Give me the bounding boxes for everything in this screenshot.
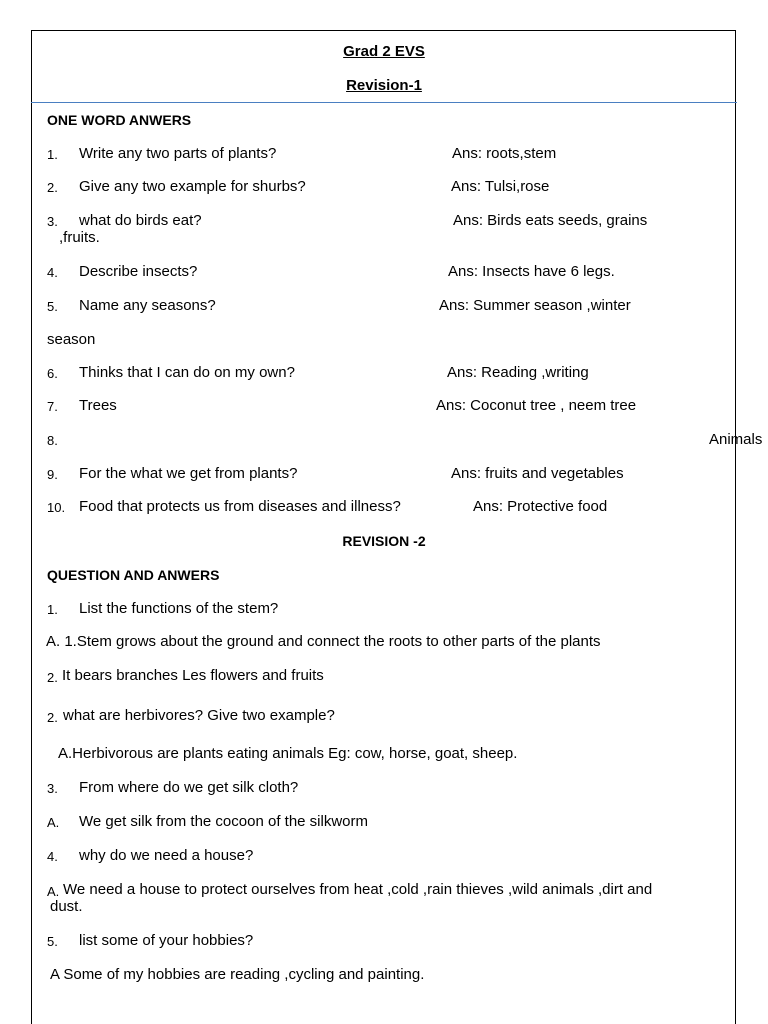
question-text: List the functions of the stem? bbox=[79, 600, 279, 617]
item-question: Give any two example for shurbs? bbox=[79, 178, 306, 195]
document-subtitle: Revision-1 bbox=[346, 77, 422, 94]
question-number: 4. bbox=[47, 849, 58, 864]
answer-text: A.Herbivorous are plants eating animals Eg: cow, horse, goat, sheep. bbox=[58, 745, 518, 762]
item-answer-continued: ,fruits. bbox=[59, 229, 100, 246]
item-number: 7. bbox=[47, 399, 58, 414]
section2-title: REVISION -2 bbox=[342, 533, 426, 549]
item-question: Trees bbox=[79, 397, 117, 414]
item-answer: Ans: fruits and vegetables bbox=[451, 465, 624, 482]
item-number: 1. bbox=[47, 147, 58, 162]
item-answer: Ans: Insects have 6 legs. bbox=[448, 263, 615, 280]
question-number: 1. bbox=[47, 602, 58, 617]
item-answer: Animals bbox=[709, 431, 763, 448]
answer-text: We need a house to protect ourselves from heat ,cold ,rain thieves ,wild animals ,dirt and bbox=[63, 881, 653, 898]
item-number: 9. bbox=[47, 467, 58, 482]
answer-number: 2. bbox=[47, 670, 58, 685]
item-question: Food that protects us from diseases and illness? bbox=[79, 498, 401, 515]
item-answer: Ans: Reading ,writing bbox=[447, 364, 589, 381]
answer-text: A Some of my hobbies are reading ,cycling and painting. bbox=[50, 966, 425, 983]
question-number: 2. bbox=[47, 710, 58, 725]
question-number: 3. bbox=[47, 781, 58, 796]
header-rule bbox=[31, 102, 737, 103]
item-number: 3. bbox=[47, 214, 58, 229]
item-answer: Ans: Coconut tree , neem tree bbox=[436, 397, 637, 414]
item-number: 5. bbox=[47, 299, 58, 314]
answer-label: A. bbox=[47, 884, 60, 899]
item-number: 10. bbox=[47, 500, 66, 515]
answer-text: A. 1.Stem grows about the ground and connect the roots to other parts of the plants bbox=[46, 633, 601, 650]
item-number: 8. bbox=[47, 433, 58, 448]
question-number: 5. bbox=[47, 934, 58, 949]
item-question: Name any seasons? bbox=[79, 297, 216, 314]
item-answer: Ans: roots,stem bbox=[452, 145, 557, 162]
item-answer: Ans: Tulsi,rose bbox=[451, 178, 550, 195]
item-answer: Ans: Birds eats seeds, grains bbox=[453, 212, 648, 229]
answer-text: We get silk from the cocoon of the silkworm bbox=[79, 813, 368, 830]
answer-text: It bears branches Les flowers and fruits bbox=[62, 667, 324, 684]
answer-text-continued: dust. bbox=[50, 898, 83, 915]
item-answer: Ans: Summer season ,winter bbox=[439, 297, 631, 314]
section2-heading: QUESTION AND ANWERS bbox=[47, 567, 220, 583]
answer-label: A. bbox=[47, 815, 60, 830]
question-text: From where do we get silk cloth? bbox=[79, 779, 299, 796]
question-text: why do we need a house? bbox=[79, 847, 254, 864]
item-question: Describe insects? bbox=[79, 263, 198, 280]
item-answer-continued: season bbox=[47, 331, 96, 348]
question-text: list some of your hobbies? bbox=[79, 932, 254, 949]
item-number: 2. bbox=[47, 180, 58, 195]
item-question: what do birds eat? bbox=[79, 212, 202, 229]
item-answer: Ans: Protective food bbox=[473, 498, 608, 515]
item-number: 4. bbox=[47, 265, 58, 280]
item-question: Write any two parts of plants? bbox=[79, 145, 277, 162]
document-title: Grad 2 EVS bbox=[343, 43, 425, 60]
item-question: Thinks that I can do on my own? bbox=[79, 364, 295, 381]
item-number: 6. bbox=[47, 366, 58, 381]
item-question: For the what we get from plants? bbox=[79, 465, 298, 482]
question-text: what are herbivores? Give two example? bbox=[63, 707, 335, 724]
section1-heading: ONE WORD ANWERS bbox=[47, 112, 192, 128]
